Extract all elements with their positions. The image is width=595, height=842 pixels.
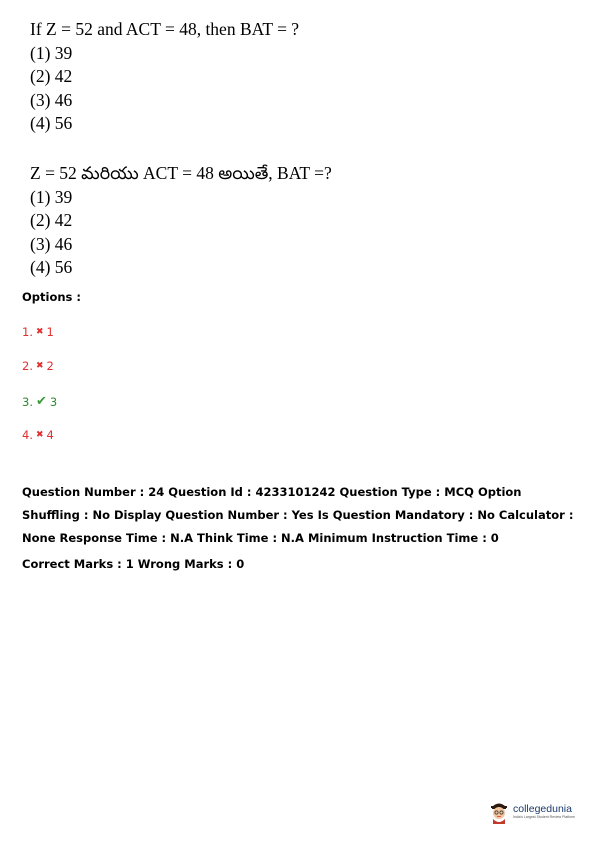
brand-tagline: India's Largest Student Review Platform bbox=[513, 815, 576, 819]
cross-icon: ✖ bbox=[35, 430, 44, 440]
answer-number: 4. bbox=[22, 428, 33, 442]
answer-value: 4 bbox=[46, 428, 54, 442]
question-option-4: (4) 56 bbox=[30, 257, 73, 277]
question-option-3: (3) 46 bbox=[30, 233, 73, 254]
answer-value: 1 bbox=[46, 325, 54, 339]
marks-info: Correct Marks : 1 Wrong Marks : 0 bbox=[22, 557, 245, 571]
answer-option-3 bbox=[22, 394, 57, 409]
answer-number: 1. bbox=[22, 325, 33, 339]
question-english bbox=[30, 18, 299, 136]
answer-value: 2 bbox=[46, 359, 54, 373]
question-option-1: (1) 39 bbox=[30, 186, 73, 207]
question-telugu bbox=[30, 162, 332, 280]
brand-name: collegedunia bbox=[513, 803, 572, 815]
question-option-2: (2) 42 bbox=[30, 66, 73, 86]
answer-number: 3. bbox=[22, 394, 33, 409]
collegedunia-logo bbox=[488, 798, 575, 824]
question-stem-english: If Z = 52 and ACT = 48, then BAT = ? bbox=[30, 19, 300, 39]
answer-option-4 bbox=[22, 428, 54, 442]
options-heading: Options : bbox=[22, 290, 81, 304]
question-option-2: (2) 42 bbox=[30, 210, 73, 230]
cross-icon: ✖ bbox=[35, 327, 44, 337]
answer-number: 2. bbox=[22, 359, 33, 373]
question-stem-telugu: Z = 52 మరియు ACT = 48 అయితే, BAT =? bbox=[30, 163, 332, 183]
question-option-1: (1) 39 bbox=[30, 42, 73, 63]
question-option-3: (3) 46 bbox=[30, 89, 73, 110]
question-option-4: (4) 56 bbox=[30, 113, 73, 133]
answer-option-2 bbox=[22, 359, 54, 373]
question-metadata: Question Number : 24 Question Id : 4233101242 Question Type : MCQ Option Shuffling : No Display Question Number : Yes Is Question Mandatory : No Calculator : None Response Time : N.A Think Time : N.A Minimum Instruction Time : 0 bbox=[22, 485, 574, 545]
answer-option-1 bbox=[22, 325, 54, 339]
mascot-icon bbox=[488, 798, 510, 824]
check-icon: ✔ bbox=[35, 394, 47, 409]
answer-value: 3 bbox=[49, 394, 58, 409]
cross-icon: ✖ bbox=[35, 361, 44, 371]
